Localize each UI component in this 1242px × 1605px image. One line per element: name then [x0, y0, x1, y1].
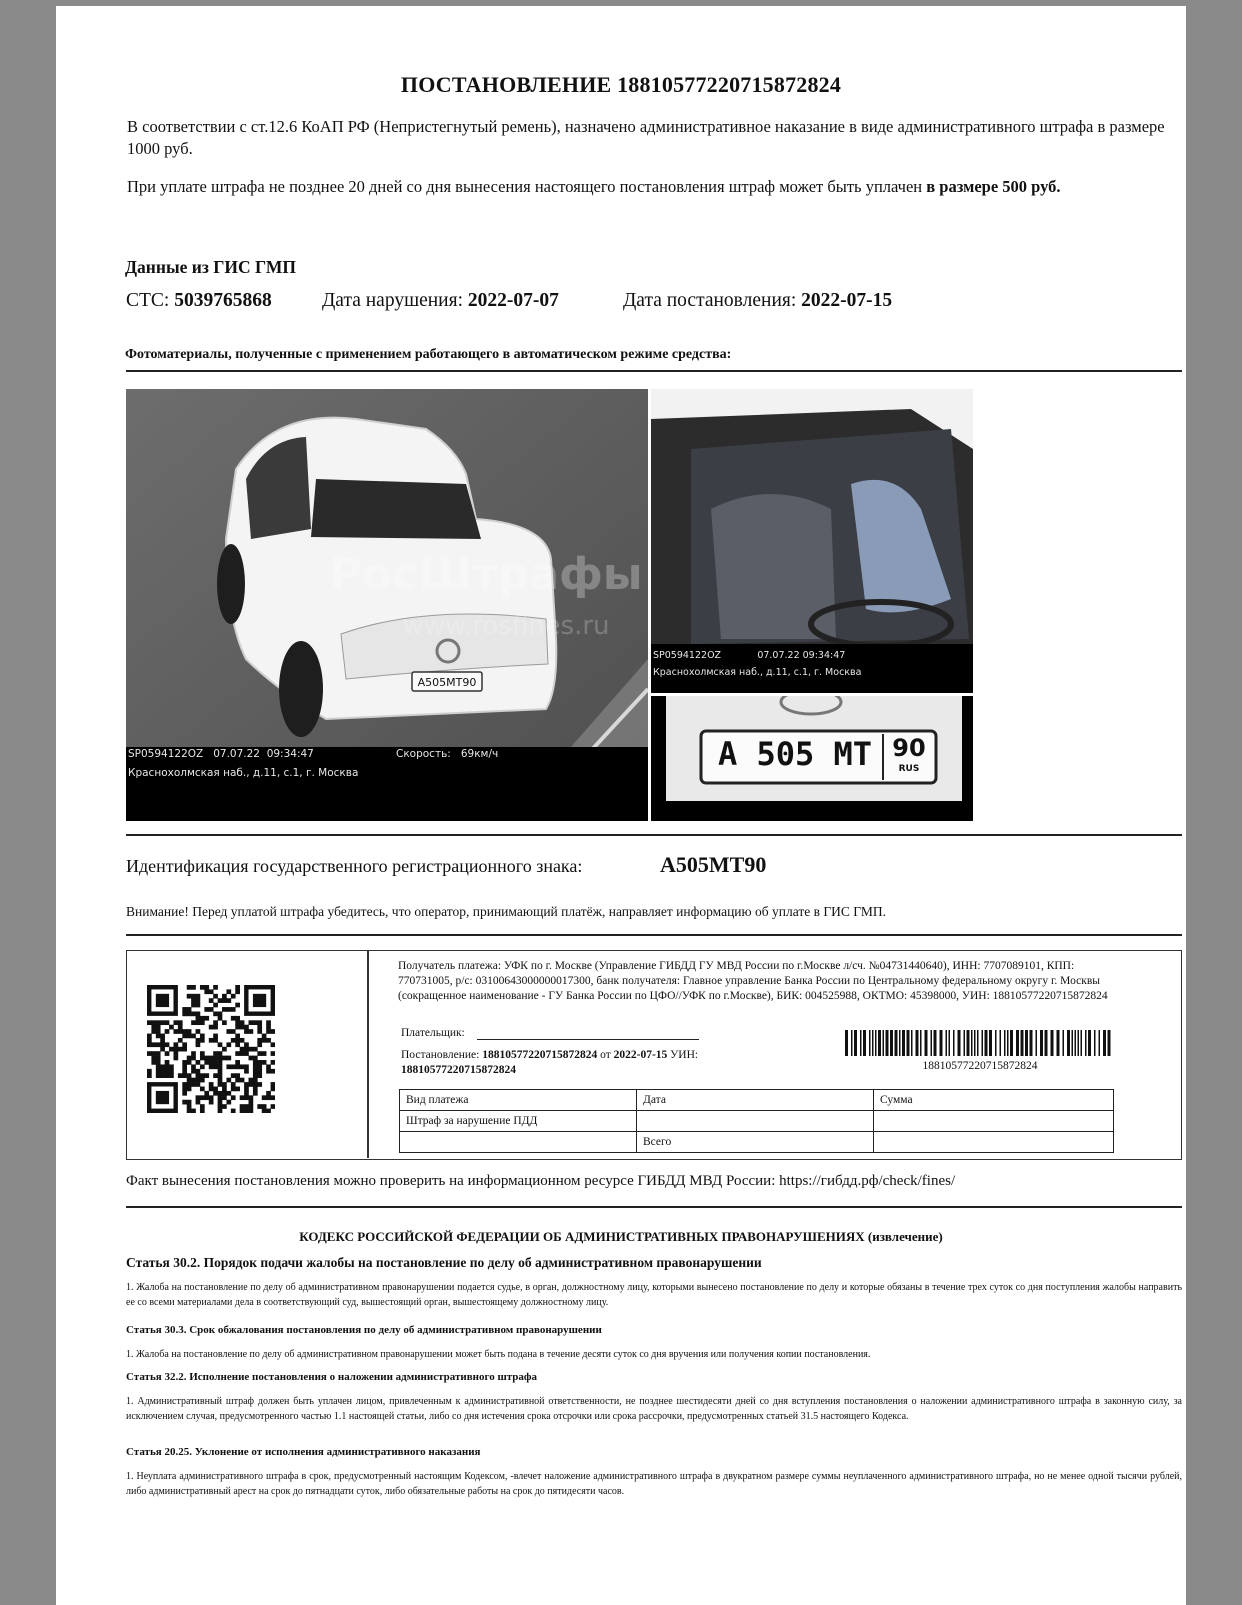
- decision-ref-from: от: [600, 1049, 611, 1061]
- violation-date-field: [322, 290, 559, 312]
- decision-date-label: Дата постановления:: [623, 290, 797, 311]
- article-title: Статья 30.2. Порядок подачи жалобы на постановление по делу об административном правонарушении: [126, 1255, 762, 1270]
- fine-description: В соответствии с ст.12.6 КоАП РФ (Непристегнутый ремень), назначено административное наказание в виде административного штрафа в размере 1000 руб.: [127, 117, 1165, 158]
- discount-amount: в размере 500 руб.: [926, 177, 1061, 196]
- violation-photo-plate: [651, 696, 973, 821]
- payment-table: [399, 1089, 1114, 1153]
- article-text: 1. Неуплата административного штрафа в срок, предусмотренный настоящим Кодексом, -влечет наложение административного штрафа в двукратном размере суммы неуплаченного административного штрафа, но не менее одной тысячи рублей, либо административный арест на срок до пятнадцати суток, либо обязательные работы на срок до пятидесяти часов.: [126, 1471, 1182, 1497]
- decision-ref-uin: 18810577220715872824: [401, 1064, 516, 1076]
- violation-date-value: 2022-07-07: [467, 290, 559, 311]
- watermark-url: www.rosfines.ru: [402, 611, 610, 641]
- article-title: Статья 32.2. Исполнение постановления о наложении административного штрафа: [126, 1371, 538, 1383]
- photos-heading: Фотоматериалы, полученные с применением работающего в автоматическом режиме средства:: [125, 347, 732, 362]
- sts-value: 5039765868: [174, 290, 272, 311]
- speed-caption: [396, 745, 498, 764]
- main-photo-caption-line1: [128, 745, 314, 764]
- document-page: [56, 6, 1186, 1605]
- table-cell: [637, 1111, 874, 1132]
- payment-block: [126, 950, 1182, 1160]
- main-photo-address: Краснохолмская наб., д.11, с.1, г. Москва: [128, 767, 359, 779]
- violation-photo-main: [126, 389, 648, 821]
- table-cell: [400, 1132, 637, 1153]
- main-time: 09:34:47: [266, 748, 314, 760]
- barcode-number: 18810577220715872824: [922, 1060, 1038, 1072]
- divider: [126, 934, 1182, 936]
- plate-region: 90: [892, 734, 926, 762]
- table-header: Дата: [637, 1090, 874, 1111]
- decision-reference: [401, 1048, 781, 1078]
- qr-code[interactable]: [147, 985, 275, 1113]
- payment-block-divider: [367, 951, 369, 1158]
- plate-number-large: А 505 МТ: [717, 735, 873, 773]
- payer-field: [401, 1026, 465, 1041]
- decision-ref-date: 2022-07-15: [613, 1049, 668, 1061]
- article-title: Статья 30.3. Срок обжалования постановления по делу об административном правонарушении: [126, 1324, 602, 1336]
- article-title: Статья 20.25. Уклонение от исполнения административного наказания: [126, 1446, 481, 1458]
- article-text: 1. Жалоба на постановление по делу об административном правонарушении может быть подана в течение десяти суток со дня вручения или получения копии постановления.: [126, 1349, 871, 1360]
- barcode: [845, 1030, 1115, 1056]
- violation-photo-interior: [651, 389, 973, 693]
- interior-address: Краснохолмская наб., д.11, с.1, г. Москва: [653, 667, 862, 678]
- watermark-brand: РосШтрафы: [329, 549, 643, 600]
- table-cell: Всего: [637, 1132, 874, 1153]
- divider: [126, 1206, 1182, 1208]
- article-text: 1. Жалоба на постановление по делу об административном правонарушении подается судье, в орган, должностному лицу, которыми вынесено постановление по делу и которые обязаны в течение трех суток со дня поступления жалобы направить ее со всеми материалами дела в соответствующий суд, вышестоящий орган, вышестоящему должностному лицу.: [126, 1282, 1182, 1308]
- car-plate-small: А505МТ90: [417, 676, 477, 689]
- check-info: Факт вынесения постановления можно проверить на информационном ресурсе ГИБДД МВД России: https://гибдд.рф/check/fines/: [126, 1173, 956, 1189]
- codex-title: КОДЕКС РОССИЙСКОЙ ФЕДЕРАЦИИ ОБ АДМИНИСТРАТИВНЫХ ПРАВОНАРУШЕНИЯХ (извлечение): [299, 1229, 943, 1244]
- table-header: Сумма: [874, 1090, 1114, 1111]
- table-header-row: [400, 1090, 1114, 1111]
- speed-label: Скорость:: [396, 748, 451, 760]
- decision-date-field: [623, 290, 892, 312]
- table-cell: [874, 1132, 1114, 1153]
- table-cell: [874, 1111, 1114, 1132]
- page-title: ПОСТАНОВЛЕНИЕ 18810577220715872824: [400, 72, 842, 97]
- table-row: [400, 1132, 1114, 1153]
- decision-ref-uin-label: УИН:: [670, 1049, 699, 1061]
- decision-ref-label: Постановление:: [401, 1049, 480, 1061]
- discount-note: [127, 176, 1187, 198]
- payer-line: [477, 1039, 699, 1040]
- payment-recipient: Получатель платежа: УФК по г. Москве (Управление ГИБДД ГУ МВД России по г.Москве л/сч. №04731440640), ИНН: 7707089101, КПП: 770731005, р/с: 03100643000000017300, банк получателя: Главное управление Банка России по Центральному федеральному округу г. Москвы (сокращенное наименование - ГУ Банка России по ЦФО//УФК по г.Москве), БИК: 004525988, ОКТМО: 45398000, УИН: 18810577220715872824: [398, 960, 1108, 1002]
- discount-note-text: При уплате штрафа не позднее 20 дней со дня вынесения настоящего постановления штраф может быть уплачен: [127, 177, 927, 196]
- table-row: [400, 1111, 1114, 1132]
- decision-ref-number: 18810577220715872824: [482, 1049, 598, 1061]
- plate-identification-label: Идентификация государственного регистрационного знака:: [126, 856, 583, 876]
- interior-datetime: 07.07.22 09:34:47: [757, 650, 846, 661]
- main-device-id: SP0594122OZ: [128, 748, 204, 760]
- interior-device-id: SP0594122OZ: [653, 650, 722, 661]
- sts-field: [126, 290, 272, 312]
- payer-label: Плательщик:: [401, 1027, 465, 1039]
- gis-heading: Данные из ГИС ГМП: [125, 257, 297, 277]
- plate-identification-value: А505МТ90: [660, 852, 767, 877]
- divider: [126, 834, 1182, 836]
- sts-label: СТС:: [126, 290, 170, 311]
- table-cell: Штраф за нарушение ПДД: [400, 1111, 637, 1132]
- main-date: 07.07.22: [213, 748, 260, 760]
- decision-date-value: 2022-07-15: [801, 290, 893, 311]
- article-text: 1. Административный штраф должен быть уплачен лицом, привлеченным к административной ответственности, не позднее шестидесяти дней со дня вступления постановления о наложении административного штрафа в законную силу, за исключением случая, предусмотренного частью 1.1 настоящей статьи, либо со дня истечения срока отсрочки или срока рассрочки, предусмотренных статьей 31.5 настоящего Кодекса.: [126, 1396, 1182, 1422]
- divider: [126, 370, 1182, 372]
- table-header: Вид платежа: [400, 1090, 637, 1111]
- violation-date-label: Дата нарушения:: [322, 290, 464, 311]
- plate-rus: RUS: [898, 764, 920, 774]
- payment-warning: Внимание! Перед уплатой штрафа убедитесь, что оператор, принимающий платёж, направляет информацию об уплате в ГИС ГМП.: [126, 904, 887, 919]
- speed-value: 69км/ч: [460, 748, 499, 760]
